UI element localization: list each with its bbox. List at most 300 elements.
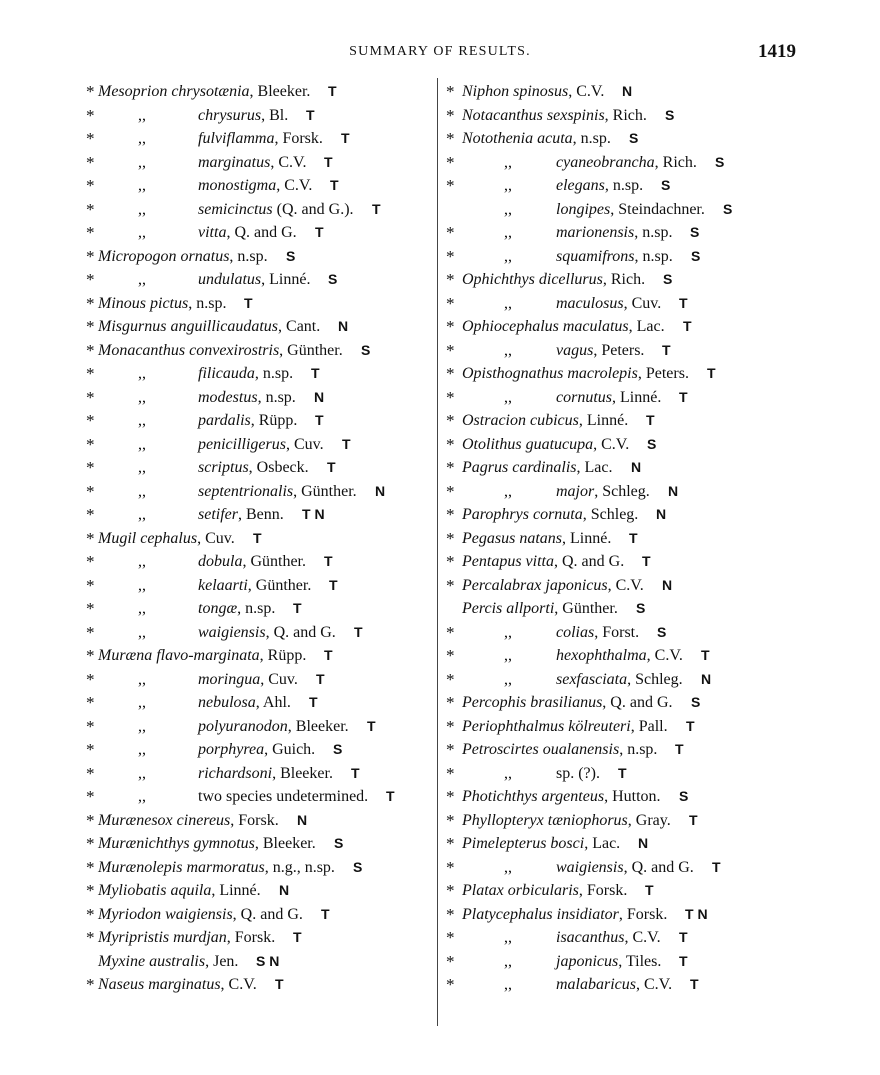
genus-name: Myliobatis (98, 882, 167, 899)
asterisk-marker: * (446, 364, 455, 383)
species-entry (198, 785, 368, 809)
species-entry (556, 151, 697, 175)
authority: , Forst. (594, 623, 640, 641)
species-name: major (556, 482, 595, 500)
asterisk-marker: * (446, 317, 455, 336)
locality-code: S N (256, 952, 280, 969)
list-item (86, 644, 436, 668)
species-entry (556, 386, 661, 410)
authority: , Linné. (562, 529, 612, 547)
species-name: undulatus (198, 271, 262, 288)
species-entry (198, 456, 309, 480)
species-entry (198, 621, 336, 645)
species-entry (198, 715, 349, 739)
locality-code: T (701, 647, 710, 663)
authority: , Linné. (578, 412, 629, 429)
authority: , Bleeker. (249, 83, 311, 100)
list-item (86, 903, 436, 927)
authority: , C.V. (636, 976, 673, 993)
ditto-mark: ,, (138, 506, 146, 523)
species-name: japonicus (545, 576, 608, 594)
asterisk-marker: * (446, 129, 455, 148)
list-item (446, 292, 786, 316)
species-name: marginatus (198, 153, 271, 171)
species-name: pictus (150, 294, 189, 312)
species-entry (98, 903, 303, 927)
species-name: dobula (198, 553, 243, 570)
list-item (446, 691, 786, 715)
locality-code: T (645, 882, 654, 898)
species-entry (98, 315, 320, 339)
species-entry (198, 174, 312, 198)
species-entry (556, 174, 643, 198)
genus-name: Pentapus (462, 553, 522, 570)
locality-code: T (253, 529, 262, 546)
locality-code: T (330, 177, 339, 193)
authority: , C.V. (270, 153, 307, 171)
locality-code: T (328, 83, 337, 99)
asterisk-marker: * (446, 82, 455, 101)
authority: , Rüpp. (250, 412, 298, 429)
species-entry (556, 221, 672, 245)
species-name: dicellurus (538, 271, 603, 288)
authority: , n.sp. (604, 177, 644, 194)
species-name: marginatus (148, 976, 221, 993)
asterisk-marker: * (446, 881, 455, 900)
genus-name: Opisthognathus (462, 365, 564, 382)
species-entry (98, 973, 257, 997)
species-name: isacanthus (556, 929, 625, 946)
authority: sp. (?). (556, 764, 600, 782)
list-item (86, 879, 436, 903)
ditto-mark: ,, (138, 435, 146, 453)
authority: , Tiles. (618, 952, 662, 970)
species-entry (198, 104, 288, 128)
ditto-mark: ,, (138, 717, 146, 735)
asterisk-marker: * (86, 387, 95, 407)
asterisk-marker: * (86, 364, 95, 383)
authority: , Cuv. (197, 529, 235, 547)
asterisk-marker: * (446, 787, 455, 806)
locality-code: S (647, 435, 657, 452)
species-entry (98, 950, 238, 974)
asterisk-marker: * (446, 810, 455, 830)
species-name: gymnotus (193, 835, 255, 852)
locality-code: S (665, 106, 675, 123)
asterisk-marker: * (86, 293, 95, 313)
genus-name: Pimelepterus (462, 835, 547, 852)
ditto-mark: ,, (138, 553, 146, 570)
authority: , n.g., n.sp. (264, 858, 335, 876)
authority: , C.V. (568, 83, 605, 100)
list-item (86, 198, 436, 222)
list-item (446, 409, 786, 433)
asterisk-marker: * (86, 740, 95, 759)
locality-code: T (629, 529, 638, 546)
authority: , C.V. (593, 435, 630, 453)
locality-code: T (244, 294, 253, 311)
asterisk-marker: * (86, 763, 95, 783)
authority: , n.sp. (237, 600, 276, 617)
species-entry (462, 738, 657, 762)
genus-name: Myxine (98, 952, 146, 970)
locality-code: N (314, 388, 325, 405)
list-item (446, 315, 786, 339)
asterisk-marker: * (86, 928, 95, 947)
species-entry (198, 386, 296, 410)
species-name: marmoratus (186, 858, 265, 876)
locality-code: S (353, 858, 363, 875)
locality-code: N (622, 83, 633, 99)
locality-code: T (662, 341, 671, 358)
species-entry (462, 785, 661, 809)
locality-code: N (338, 318, 349, 334)
species-name: polyuranodon (198, 717, 288, 735)
locality-code: S (691, 694, 701, 710)
species-entry (98, 80, 310, 104)
species-entry (556, 292, 661, 316)
ditto-mark: ,, (138, 741, 146, 758)
locality-code: T (309, 694, 318, 710)
genus-name: Ophiocephalus (462, 318, 559, 335)
list-item (446, 715, 786, 739)
asterisk-marker: * (446, 105, 455, 125)
species-name: japonicus (556, 952, 619, 970)
species-entry (198, 268, 310, 292)
species-entry (556, 950, 661, 974)
asterisk-marker: * (446, 293, 455, 313)
authority: , Bleeker. (254, 835, 316, 852)
species-name: moringua (198, 670, 261, 688)
locality-code: S (661, 177, 671, 193)
species-entry (198, 691, 291, 715)
asterisk-marker: * (86, 340, 95, 360)
authority: , Benn. (238, 506, 284, 523)
ditto-mark: ,, (138, 482, 146, 500)
locality-code: T (329, 576, 338, 593)
locality-code: T (689, 811, 698, 828)
list-item (86, 738, 436, 762)
locality-code: S (334, 835, 344, 851)
asterisk-marker: * (446, 411, 455, 430)
species-entry (98, 644, 306, 668)
authority: (Q. and G.). (272, 200, 354, 218)
locality-code: T (293, 929, 302, 945)
asterisk-marker: * (86, 82, 95, 101)
species-entry (98, 245, 268, 269)
locality-code: T (315, 412, 324, 428)
ditto-mark: ,, (504, 952, 512, 970)
species-entry (198, 668, 298, 692)
authority: , Lac. (628, 318, 665, 335)
authority: , n.sp. (188, 294, 227, 312)
authority: , n.sp. (254, 365, 294, 382)
species-name: fulviflamma (198, 130, 275, 147)
locality-code: T (311, 365, 320, 381)
ditto-mark: ,, (138, 365, 146, 382)
species-entry (462, 715, 668, 739)
authority: , Q. and G. (553, 553, 625, 570)
species-entry (198, 503, 284, 527)
species-name: kelaarti (198, 576, 248, 594)
ditto-mark: ,, (138, 388, 146, 406)
species-name: kölreuteri (568, 717, 631, 735)
species-name: oualanensis (542, 741, 620, 758)
asterisk-marker: * (86, 105, 95, 125)
ditto-mark: ,, (504, 623, 512, 641)
species-entry (462, 879, 627, 903)
species-entry (556, 668, 683, 692)
species-name: aquila (170, 882, 212, 899)
list-item (86, 574, 436, 598)
species-name: cephalus (140, 529, 198, 547)
list-item (446, 809, 786, 833)
authority: , Q. and G. (602, 694, 673, 711)
authority: , Cuv. (260, 670, 298, 688)
asterisk-marker: * (446, 693, 455, 712)
locality-code: T (306, 106, 315, 123)
species-name: cornutus (556, 388, 612, 406)
species-entry (556, 762, 600, 786)
species-name: flavo-marginata (156, 647, 260, 664)
genus-name: Platycephalus (462, 905, 553, 923)
species-name: tongæ (198, 600, 238, 617)
locality-code: T (679, 929, 688, 945)
genus-name: Murænichthys (98, 835, 190, 852)
list-item (86, 809, 436, 833)
list-item (86, 339, 436, 363)
asterisk-marker: * (446, 975, 455, 994)
asterisk-marker: * (446, 340, 455, 360)
species-entry (198, 409, 297, 433)
authority: , Q. and G. (232, 905, 303, 923)
ditto-mark: ,, (504, 341, 512, 359)
locality-code: T (707, 365, 716, 381)
asterisk-marker: * (86, 810, 95, 830)
genus-name: Notacanthus (462, 106, 543, 124)
species-entry (556, 973, 672, 997)
species-name: chrysotænia (171, 83, 250, 100)
locality-code: T (341, 130, 350, 146)
asterisk-marker: * (446, 528, 455, 548)
list-item (446, 245, 786, 269)
asterisk-marker: * (86, 458, 95, 477)
running-header: SUMMARY OF RESULTS. (349, 44, 531, 59)
locality-code: N (662, 576, 673, 593)
species-entry (98, 879, 261, 903)
species-name: cubicus (530, 412, 579, 429)
asterisk-marker: * (86, 434, 95, 454)
list-item (86, 550, 436, 574)
asterisk-marker: * (86, 411, 95, 430)
species-entry (198, 151, 306, 175)
locality-code: T (679, 294, 688, 311)
list-item (446, 527, 786, 551)
locality-code: T (321, 905, 330, 922)
genus-name: Misgurnus (98, 318, 167, 335)
genus-name: Murænesox (98, 811, 173, 829)
ditto-mark: ,, (504, 247, 512, 265)
species-name: colias (556, 623, 595, 641)
locality-code: N (638, 835, 649, 851)
list-item (86, 691, 436, 715)
list-item (446, 386, 786, 410)
species-name: sexfasciata (556, 670, 628, 688)
species-entry (198, 738, 315, 762)
locality-code: T (351, 764, 360, 781)
list-item (446, 785, 786, 809)
left-column (86, 80, 436, 997)
locality-code: T (324, 553, 333, 569)
locality-code: T N (685, 905, 708, 922)
species-entry (556, 926, 661, 950)
authority: two species undetermined. (198, 788, 369, 805)
asterisk-marker: * (86, 716, 95, 736)
locality-code: S (629, 130, 639, 146)
locality-code: S (657, 623, 667, 640)
ditto-mark: ,, (138, 412, 146, 429)
species-entry (198, 480, 357, 504)
species-name: monostigma (198, 177, 277, 194)
list-item (86, 668, 436, 692)
authority: , Q. and G. (623, 858, 694, 876)
locality-code: T (316, 670, 325, 687)
authority: , Bleeker. (272, 764, 333, 782)
species-entry (198, 762, 333, 786)
locality-code: T (324, 647, 333, 663)
species-entry (462, 527, 611, 551)
genus-name: Periophthalmus (462, 717, 565, 735)
locality-code: T N (302, 506, 325, 522)
locality-code: T (324, 153, 333, 170)
asterisk-marker: * (86, 152, 95, 172)
species-name: brasilianus (530, 694, 603, 711)
ditto-mark: ,, (138, 694, 146, 711)
ditto-mark: ,, (138, 106, 146, 124)
locality-code: S (663, 271, 673, 287)
asterisk-marker: * (446, 763, 455, 783)
authority: , Ahl. (255, 694, 291, 711)
genus-name: Myripristis (98, 929, 170, 946)
list-item (86, 409, 436, 433)
authority: , Lac. (584, 835, 621, 852)
authority: , Cant. (278, 318, 321, 335)
locality-code: T (675, 741, 684, 757)
ditto-mark: ,, (504, 153, 512, 171)
list-item (446, 856, 786, 880)
list-item (446, 221, 786, 245)
asterisk-marker: * (446, 458, 455, 477)
list-item (446, 668, 786, 692)
ditto-mark: ,, (138, 200, 146, 218)
list-item (86, 104, 436, 128)
species-name: pardalis (198, 412, 251, 429)
authority: , Schleg. (627, 670, 683, 688)
locality-code: T (293, 600, 302, 616)
genus-name: Myriodon (98, 905, 162, 923)
authority: , n.sp. (229, 247, 268, 265)
list-item (86, 268, 436, 292)
authority: , Gray. (627, 811, 671, 829)
species-entry (462, 503, 638, 527)
species-entry (98, 809, 279, 833)
genus-name: Ostracion (462, 412, 526, 429)
species-name: vitta (198, 224, 227, 241)
list-item (86, 762, 436, 786)
authority: , n.sp. (257, 388, 296, 406)
locality-code: T (642, 553, 651, 569)
species-entry (556, 480, 650, 504)
species-name: guatucupa (525, 435, 594, 453)
genus-name: Percalabrax (462, 576, 542, 594)
species-entry (556, 198, 705, 222)
species-entry (462, 903, 667, 927)
authority: , Hutton. (604, 788, 661, 805)
authority: , Rich. (604, 106, 647, 124)
list-item (86, 315, 436, 339)
list-item (446, 926, 786, 950)
asterisk-marker: * (86, 904, 95, 924)
species-entry (198, 433, 324, 457)
species-name: malabaricus (556, 976, 636, 993)
authority: , Linné. (612, 388, 662, 406)
authority: , n.sp. (634, 247, 673, 265)
asterisk-marker: * (446, 481, 455, 501)
species-name: filicauda (198, 365, 255, 382)
authority: , Linné. (261, 271, 311, 288)
asterisk-marker: * (86, 693, 95, 712)
asterisk-marker: * (446, 622, 455, 642)
authority: , Rüpp. (259, 647, 307, 664)
locality-code: T (679, 952, 688, 969)
species-entry (462, 104, 647, 128)
species-entry (556, 245, 673, 269)
authority: , Forsk. (230, 811, 279, 829)
species-entry (556, 339, 644, 363)
species-name: tæniophorus (547, 811, 628, 829)
ditto-mark: ,, (138, 576, 146, 594)
authority: , Linné. (211, 882, 261, 899)
species-entry (462, 127, 611, 151)
locality-code: S (636, 600, 646, 616)
locality-code: T (690, 976, 699, 992)
species-name: nebulosa (198, 694, 256, 711)
genus-name: Monacanthus (98, 341, 186, 359)
authority: , Forsk. (274, 130, 323, 147)
species-entry (98, 926, 275, 950)
species-name: squamifrons (556, 247, 635, 265)
asterisk-marker: * (86, 857, 95, 877)
species-name: porphyrea (198, 741, 265, 758)
species-entry (462, 574, 644, 598)
list-item (446, 174, 786, 198)
asterisk-marker: * (446, 904, 455, 924)
species-name: waigiensis (556, 858, 624, 876)
species-entry (462, 832, 620, 856)
genus-name: Otolithus (462, 435, 522, 453)
ditto-mark: ,, (504, 388, 512, 406)
ditto-mark: ,, (138, 224, 146, 241)
authority: , Forsk. (578, 882, 628, 899)
species-entry (198, 127, 323, 151)
species-entry (462, 550, 624, 574)
asterisk-marker: * (446, 152, 455, 172)
locality-code: S (690, 224, 700, 240)
species-name: natans (519, 529, 562, 547)
species-name: longipes (556, 200, 611, 218)
list-item (446, 950, 786, 974)
ditto-mark: ,, (138, 623, 146, 641)
